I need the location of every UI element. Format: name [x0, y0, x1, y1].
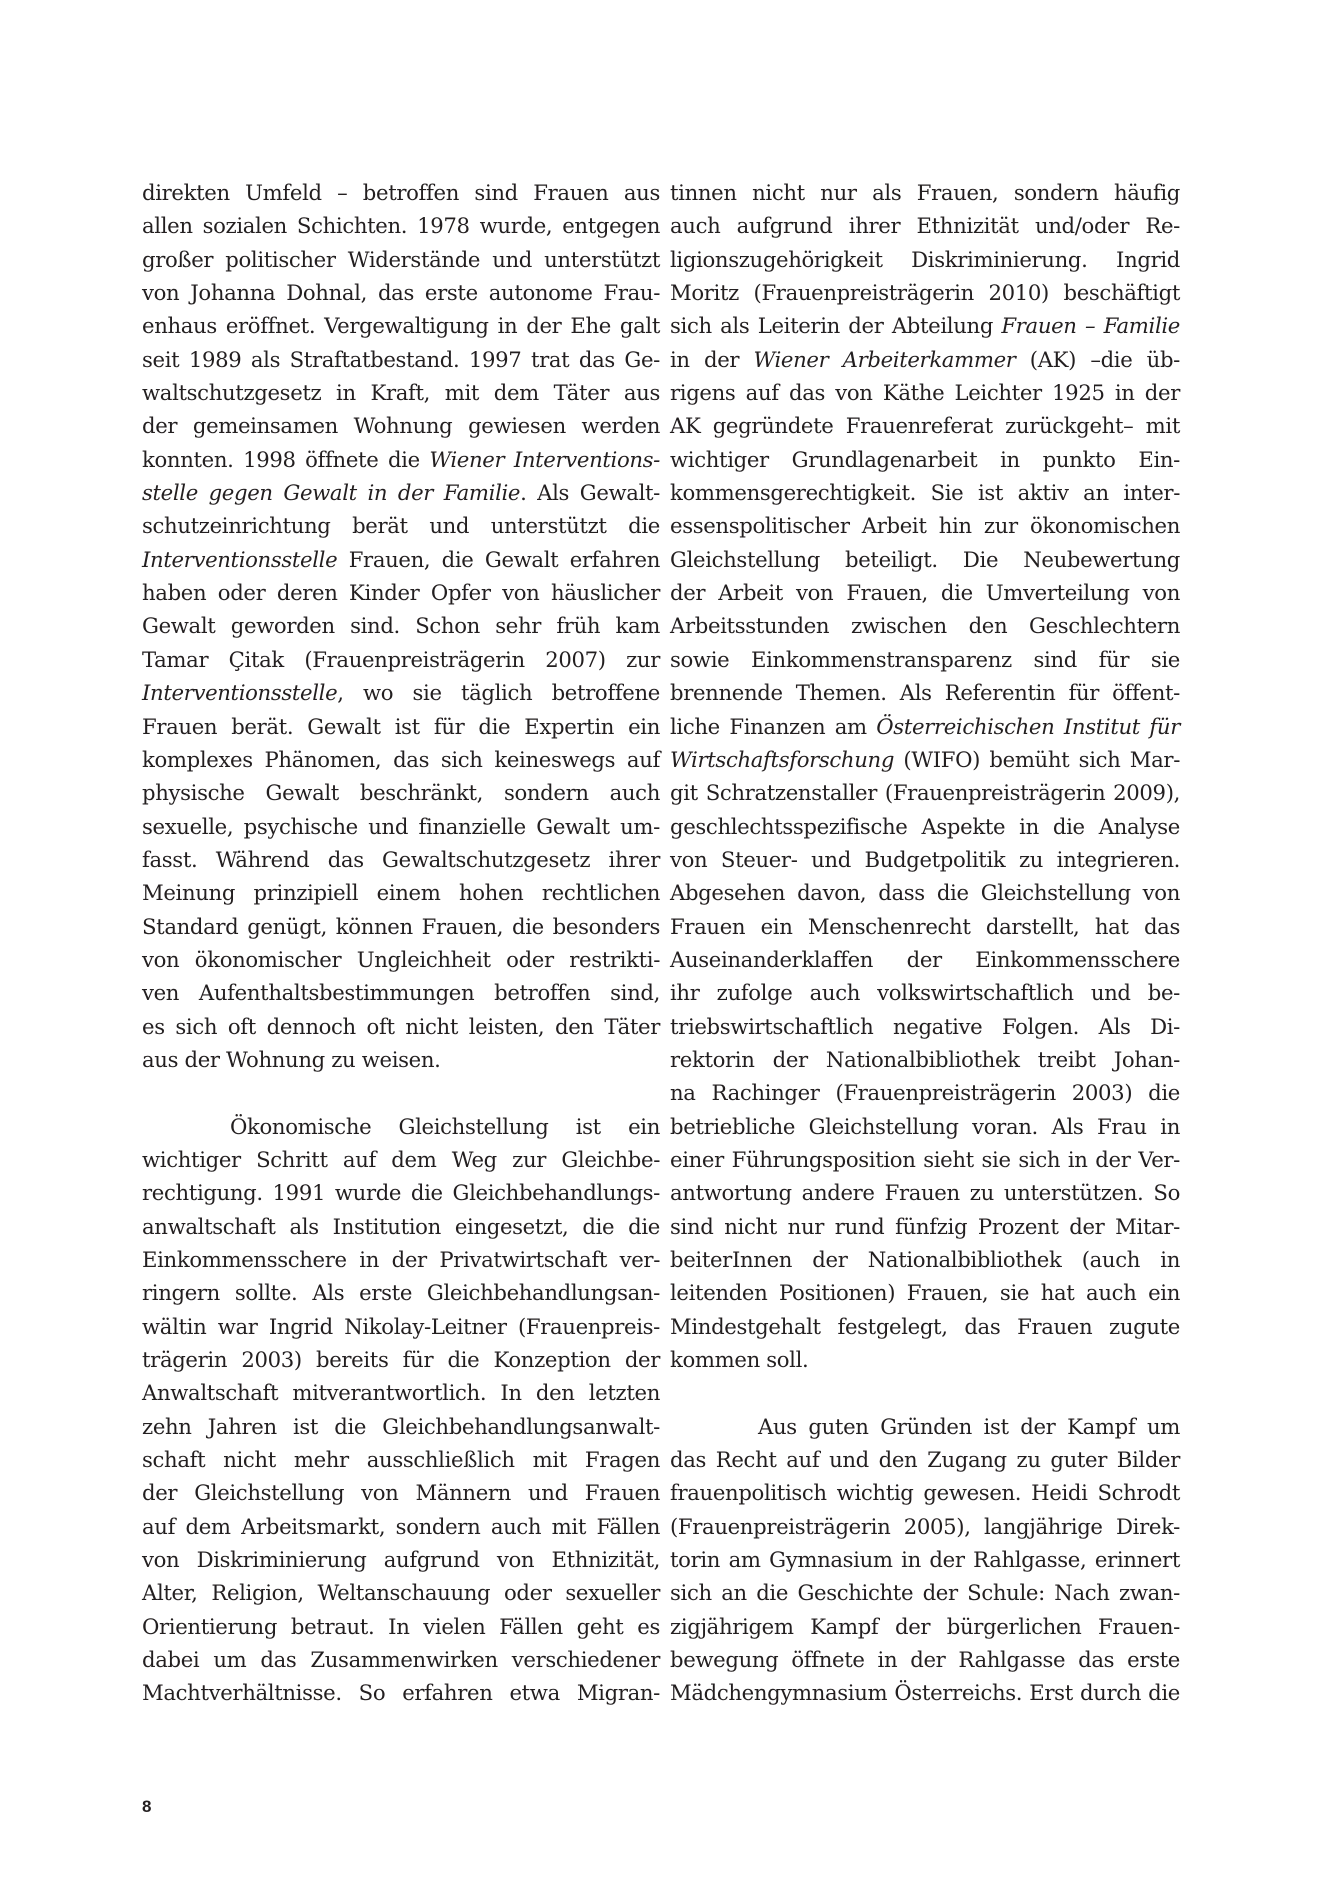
text-line — [670, 1643, 1180, 1676]
text-run: sich an die Geschichte der Schule: Nach zwan- — [670, 1580, 1180, 1606]
text-line — [670, 976, 1180, 1009]
text-line — [670, 643, 1180, 676]
text-run: von ökonomischer Ungleichheit oder restrikti- — [142, 946, 660, 972]
text-run: zigjährigem Kampf der bürgerlichen Frauen- — [670, 1613, 1180, 1639]
text-run: komplexes Phänomen, das sich keineswegs auf — [142, 746, 660, 772]
text-run: fasst. Während das Gewaltschutzgesetz ihrer — [142, 846, 660, 872]
text-line — [670, 543, 1180, 576]
text-run: der gemeinsamen Wohnung gewiesen werden — [142, 413, 660, 439]
text-line — [142, 1510, 660, 1543]
text-line — [670, 1110, 1180, 1143]
text-line — [142, 1443, 660, 1476]
text-line — [142, 1143, 660, 1176]
text-line — [142, 843, 660, 876]
text-run: Aus guten Gründen ist der Kampf um — [758, 1413, 1180, 1439]
text-run: ligionszugehörigkeit Diskriminierung. Ingrid — [670, 246, 1180, 272]
text-line — [670, 1443, 1180, 1476]
right-text-column — [670, 176, 1180, 1710]
text-run: in der — [670, 346, 754, 372]
text-line — [670, 1276, 1180, 1309]
text-line — [142, 509, 660, 542]
italic-text: Interventionsstelle — [142, 546, 338, 572]
text-run: , wo sie täglich betroffene — [337, 680, 660, 706]
text-run: ringern sollte. Als erste Gleichbehandlungsan- — [142, 1280, 660, 1306]
text-line — [142, 1110, 660, 1143]
text-run: Moritz (Frauenpreisträgerin 2010) beschäftigt — [670, 280, 1180, 306]
text-run: direkten Umfeld – betroffen sind Frauen aus — [142, 180, 660, 205]
text-run: einer Führungsposition sieht sie sich in der Ver- — [670, 1146, 1180, 1172]
text-run: Mindestgehalt festgelegt, das Frauen zugute — [670, 1313, 1180, 1339]
text-line — [142, 876, 660, 909]
text-line — [142, 943, 660, 976]
text-run: haben oder deren Kinder Opfer von häuslicher — [142, 580, 660, 606]
text-run: . Als Gewalt- — [520, 480, 660, 506]
text-line — [142, 1576, 660, 1609]
text-line — [670, 1310, 1180, 1343]
italic-text: Frauen – Familie — [1001, 313, 1180, 339]
text-line — [142, 976, 660, 1009]
paragraph — [142, 176, 660, 1076]
text-line — [142, 1276, 660, 1309]
text-line — [670, 1243, 1180, 1276]
text-run: schutzeinrichtung berät und unterstützt die — [142, 513, 660, 539]
text-run: betriebliche Gleichstellung voran. Als Frau in — [670, 1113, 1180, 1139]
text-line — [670, 609, 1180, 642]
text-run: Frauen ein Menschenrecht darstellt, hat das — [670, 913, 1180, 939]
text-run: geschlechtsspezifische Aspekte in die Analyse — [670, 813, 1180, 839]
text-line — [670, 176, 1180, 209]
paragraph — [670, 1410, 1180, 1710]
text-line — [670, 343, 1180, 376]
text-run: sexuelle, psychische und finanzielle Gewalt um- — [142, 813, 660, 839]
text-run: Tamar Çitak (Frauenpreisträgerin 2007) zur — [142, 646, 660, 672]
text-run: aus der Wohnung zu weisen. — [142, 1046, 441, 1072]
text-run: torin am Gymnasium in der Rahlgasse, erinnert — [670, 1547, 1180, 1573]
text-line — [670, 776, 1180, 809]
text-run: Gleichstellung beteiligt. Die Neubewertung — [670, 546, 1180, 572]
italic-text: stelle gegen Gewalt in der Familie — [142, 480, 521, 506]
text-line — [142, 1610, 660, 1643]
text-line — [142, 209, 660, 242]
text-run: wichtiger Grundlagenarbeit in punkto Ein- — [670, 446, 1180, 472]
text-line — [670, 1010, 1180, 1043]
text-line — [142, 1676, 660, 1709]
text-line — [670, 943, 1180, 976]
text-line — [670, 1676, 1180, 1709]
text-run: anwaltschaft als Institution eingesetzt, die die — [142, 1213, 660, 1239]
text-run: physische Gewalt beschränkt, sondern auch — [142, 780, 660, 806]
text-line — [670, 810, 1180, 843]
text-line — [670, 843, 1180, 876]
text-run: essenspolitischer Arbeit hin zur ökonomischen — [670, 513, 1180, 539]
text-run: na Rachinger (Frauenpreisträgerin 2003) die — [670, 1080, 1180, 1106]
text-line — [142, 743, 660, 776]
text-run: schaft nicht mehr ausschließlich mit Fragen — [142, 1447, 660, 1473]
italic-text: Wirtschaftsforschung — [670, 746, 895, 772]
text-run: von Johanna Dohnal, das erste autonome Frau- — [142, 280, 660, 306]
text-line — [142, 776, 660, 809]
left-text-column — [142, 176, 660, 1710]
text-line — [142, 443, 660, 476]
text-line — [670, 1076, 1180, 1109]
text-line — [142, 1043, 660, 1076]
text-line — [142, 243, 660, 276]
text-line — [142, 609, 660, 642]
text-line — [670, 1410, 1180, 1443]
text-line — [670, 1543, 1180, 1576]
text-run: allen sozialen Schichten. 1978 wurde, entgegen — [142, 213, 660, 239]
text-line — [142, 409, 660, 442]
text-run: Alter, Religion, Weltanschauung oder sexueller — [142, 1580, 660, 1606]
text-run: auch aufgrund ihrer Ethnizität und/oder Re- — [670, 213, 1180, 239]
text-line — [142, 1643, 660, 1676]
text-line — [142, 1543, 660, 1576]
text-run: frauenpolitisch wichtig gewesen. Heidi Schrodt — [670, 1480, 1180, 1506]
text-run: leitenden Positionen) Frauen, sie hat auch ein — [670, 1280, 1180, 1306]
text-line — [670, 309, 1180, 342]
text-line — [142, 376, 660, 409]
text-run: rechtigung. 1991 wurde die Gleichbehandlungs- — [142, 1180, 660, 1206]
text-line — [670, 1576, 1180, 1609]
text-run: Meinung prinzipiell einem hohen rechtlichen — [142, 880, 660, 906]
paragraph — [142, 1110, 660, 1710]
text-run: (AK) –die üb- — [1015, 346, 1180, 372]
text-run: großer politischer Widerstände und unterstützt — [142, 246, 660, 272]
text-line — [670, 243, 1180, 276]
text-line — [670, 1510, 1180, 1543]
text-run: es sich oft dennoch oft nicht leisten, den Täter — [142, 1013, 660, 1039]
text-run: triebswirtschaftlich negative Folgen. Als Di- — [670, 1013, 1180, 1039]
text-line — [670, 509, 1180, 542]
text-run: konnten. 1998 öffnete die — [142, 446, 430, 472]
paragraph-gap — [142, 1076, 660, 1109]
text-line — [142, 576, 660, 609]
text-run: Frauen berät. Gewalt ist für die Expertin ein — [142, 713, 660, 739]
text-run: Arbeitsstunden zwischen den Geschlechtern — [670, 613, 1180, 639]
text-run: rektorin der Nationalbibliothek treibt Johan- — [670, 1046, 1180, 1072]
text-run: waltschutzgesetz in Kraft, mit dem Täter aus — [142, 380, 660, 406]
text-run: tinnen nicht nur als Frauen, sondern häufig — [670, 180, 1180, 205]
text-run: zehn Jahren ist die Gleichbehandlungsanwalt- — [142, 1413, 660, 1439]
text-run: brennende Themen. Als Referentin für öffent- — [670, 680, 1180, 706]
text-line — [142, 1310, 660, 1343]
text-run: der Gleichstellung von Männern und Frauen — [142, 1480, 660, 1506]
text-line — [670, 476, 1180, 509]
text-line — [142, 476, 660, 509]
text-line — [670, 209, 1180, 242]
text-run: Auseinanderklaffen der Einkommensschere — [670, 946, 1180, 972]
text-run: Orientierung betraut. In vielen Fällen geht es — [142, 1613, 660, 1639]
text-line — [142, 1376, 660, 1409]
text-run: Einkommensschere in der Privatwirtschaft ver- — [142, 1247, 660, 1272]
text-line — [142, 910, 660, 943]
text-line — [670, 876, 1180, 909]
text-run: Machtverhältnisse. So erfahren etwa Migran- — [142, 1680, 660, 1706]
text-run: Mädchengymnasium Österreichs. Erst durch die — [670, 1680, 1180, 1706]
italic-text: Interventionsstelle — [142, 680, 338, 706]
italic-text: Wiener Interventions- — [429, 446, 660, 472]
paragraph-gap — [670, 1376, 1180, 1409]
text-line — [142, 543, 660, 576]
text-run: AK gegründete Frauenreferat zurückgeht– mit — [670, 413, 1180, 439]
text-line — [142, 1176, 660, 1209]
text-run: kommensgerechtigkeit. Sie ist aktiv an inter- — [670, 480, 1180, 506]
text-line — [142, 1343, 660, 1376]
text-run: auf dem Arbeitsmarkt, sondern auch mit Fällen — [142, 1513, 660, 1539]
text-line — [142, 309, 660, 342]
text-run: kommen soll. — [670, 1347, 809, 1373]
text-run: Abgesehen davon, dass die Gleichstellung von — [670, 880, 1180, 906]
text-run: Standard genügt, können Frauen, die besonders — [142, 913, 660, 939]
text-run: ven Aufenthaltsbestimmungen betroffen sind, — [142, 980, 660, 1006]
text-line — [670, 1143, 1180, 1176]
text-line — [142, 810, 660, 843]
text-run: rigens auf das von Käthe Leichter 1925 in der — [670, 380, 1180, 406]
text-line — [670, 710, 1180, 743]
text-run: seit 1989 als Straftatbestand. 1997 trat das Ge- — [142, 346, 660, 372]
text-run: sind nicht nur rund fünfzig Prozent der Mitar- — [670, 1213, 1180, 1239]
text-line — [670, 1043, 1180, 1076]
text-line — [142, 643, 660, 676]
text-run: enhaus eröffnet. Vergewaltigung in der Ehe galt — [142, 313, 660, 339]
text-run: sowie Einkommenstransparenz sind für sie — [670, 646, 1180, 672]
text-run: (WIFO) bemüht sich Mar- — [894, 746, 1180, 772]
text-run: von Diskriminierung aufgrund von Ethnizität, — [142, 1547, 660, 1573]
text-line — [670, 743, 1180, 776]
text-line — [142, 1476, 660, 1509]
text-line — [142, 1243, 660, 1276]
text-run: bewegung öffnete in der Rahlgasse das erste — [670, 1647, 1180, 1673]
text-line — [142, 276, 660, 309]
text-line — [670, 443, 1180, 476]
text-run: antwortung andere Frauen zu unterstützen. So — [670, 1180, 1180, 1206]
text-run: Anwaltschaft mitverantwortlich. In den letzten — [142, 1380, 660, 1406]
text-line — [670, 910, 1180, 943]
text-line — [670, 1610, 1180, 1643]
text-run: Gewalt geworden sind. Schon sehr früh kam — [142, 613, 660, 639]
text-run: sich als Leiterin der Abteilung — [670, 313, 1002, 339]
text-line — [670, 676, 1180, 709]
text-line — [142, 1410, 660, 1443]
text-run: beiterInnen der Nationalbibliothek (auch in — [670, 1247, 1180, 1272]
italic-text: Österreichischen Institut für — [876, 713, 1180, 739]
text-run: Frauen, die Gewalt erfahren — [337, 546, 660, 572]
text-run: von Steuer- und Budgetpolitik zu integrieren. — [670, 846, 1180, 872]
text-run: ihr zufolge auch volkswirtschaftlich und be- — [670, 980, 1180, 1006]
text-line — [670, 1476, 1180, 1509]
text-line — [670, 376, 1180, 409]
text-line — [670, 1176, 1180, 1209]
text-line — [670, 576, 1180, 609]
paragraph — [670, 176, 1180, 1376]
text-line — [142, 1210, 660, 1243]
text-run: trägerin 2003) bereits für die Konzeption der — [142, 1347, 660, 1373]
text-run: Ökonomische Gleichstellung ist ein — [230, 1113, 660, 1139]
text-line — [142, 1010, 660, 1043]
text-line — [142, 176, 660, 209]
text-run: wichtiger Schritt auf dem Weg zur Gleichbe- — [142, 1146, 660, 1172]
text-run: dabei um das Zusammenwirken verschiedener — [142, 1647, 660, 1673]
italic-text: Wiener Arbeiterkammer — [753, 346, 1016, 372]
text-run: liche Finanzen am — [670, 713, 877, 739]
text-line — [670, 409, 1180, 442]
page-number: 8 — [142, 1797, 152, 1816]
text-line — [142, 676, 660, 709]
text-run: der Arbeit von Frauen, die Umverteilung von — [670, 580, 1180, 606]
text-line — [670, 276, 1180, 309]
text-line — [142, 710, 660, 743]
text-line — [670, 1343, 1180, 1376]
text-line — [142, 343, 660, 376]
text-run: wältin war Ingrid Nikolay-Leitner (Frauenpreis- — [142, 1313, 660, 1339]
text-run: (Frauenpreisträgerin 2005), langjährige Direk- — [670, 1513, 1180, 1539]
text-line — [670, 1210, 1180, 1243]
text-run: git Schratzenstaller (Frauenpreisträgerin 2009), — [670, 780, 1180, 806]
text-run: das Recht auf und den Zugang zu guter Bilder — [670, 1447, 1180, 1473]
